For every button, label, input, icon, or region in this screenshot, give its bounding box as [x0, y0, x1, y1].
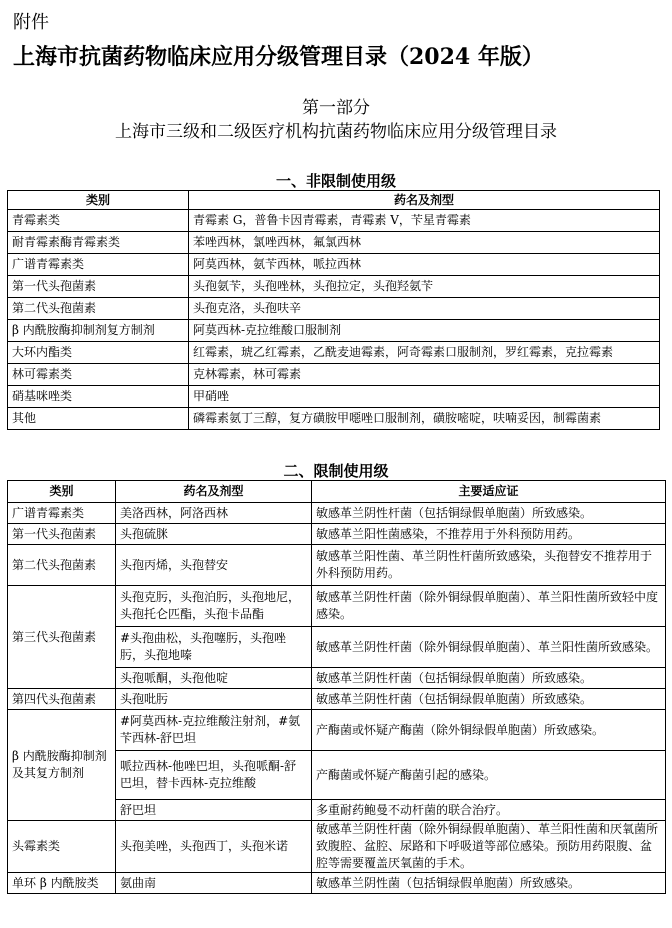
- category-cell: β 内酰胺酶抑制剂复方制剂: [8, 320, 189, 342]
- category-cell: 第二代头孢菌素: [8, 298, 189, 320]
- drug-cell: #阿莫西林-克拉维酸注射剂，#氨苄西林-舒巴坦: [116, 710, 312, 751]
- drug-cell: 甲硝唑: [189, 386, 660, 408]
- table-row: [8, 364, 660, 386]
- table-row: [8, 386, 660, 408]
- category-cell: 第一代头孢菌素: [8, 524, 116, 545]
- category-cell: 硝基咪唑类: [8, 386, 189, 408]
- table-row: [8, 503, 666, 524]
- drug-cell: 氨曲南: [116, 873, 312, 894]
- column-header: 药名及剂型: [116, 481, 312, 503]
- table-row: [8, 710, 666, 751]
- indication-cell: 敏感革兰阴性杆菌（包括铜绿假单胞菌）所致感染。: [312, 668, 666, 689]
- part-subtitle: 上海市三级和二级医疗机构抗菌药物临床应用分级管理目录: [115, 122, 557, 142]
- indication-cell: 敏感革兰阳性菌、革兰阴性杆菌所致感染，头孢替安不推荐用于外科预防用药。: [312, 545, 666, 586]
- indication-cell: 敏感革兰阳性菌感染，不推荐用于外科预防用药。: [312, 524, 666, 545]
- drug-cell: 头孢哌酮，头孢他啶: [116, 668, 312, 689]
- column-header: 类别: [8, 481, 116, 503]
- drug-cell: 头孢硫脒: [116, 524, 312, 545]
- table-row: [8, 254, 660, 276]
- drug-cell: 头孢氨苄，头孢唑林，头孢拉定，头孢羟氨苄: [189, 276, 660, 298]
- non-restricted-table: [7, 190, 660, 430]
- drug-cell: 青霉素 G，普鲁卡因青霉素，青霉素 V，苄星青霉素: [189, 210, 660, 232]
- indication-cell: 产酶菌或怀疑产酶菌引起的感染。: [312, 751, 666, 800]
- document-title: 上海市抗菌药物临床应用分级管理目录（2024 年版）: [13, 44, 544, 70]
- category-cell: 头霉素类: [8, 821, 116, 873]
- table-row: [8, 320, 660, 342]
- table-header-row: [8, 481, 666, 503]
- table-header-row: [8, 191, 660, 210]
- category-cell: 林可霉素类: [8, 364, 189, 386]
- table-row: [8, 276, 660, 298]
- table-row: [8, 298, 660, 320]
- indication-cell: 敏感革兰阴性杆菌（包括铜绿假单胞菌）所致感染。: [312, 689, 666, 710]
- table-row: [8, 545, 666, 586]
- drug-cell: 美洛西林，阿洛西林: [116, 503, 312, 524]
- annex-label: 附件: [13, 12, 49, 33]
- category-cell: 其他: [8, 408, 189, 430]
- drug-cell: 哌拉西林-他唑巴坦，头孢哌酮-舒巴坦，替卡西林-克拉维酸: [116, 751, 312, 800]
- drug-cell: 头孢克肟，头孢泊肟，头孢地尼，头孢托仑匹酯，头孢卡品酯: [116, 586, 312, 627]
- category-cell: 第二代头孢菌素: [8, 545, 116, 586]
- indication-cell: 敏感革兰阴性杆菌（除外铜绿假单胞菌）、革兰阳性菌所致轻中度感染。: [312, 586, 666, 627]
- column-header: 类别: [8, 191, 189, 210]
- category-cell: 第三代头孢菌素: [8, 586, 116, 689]
- category-cell: 单环 β 内酰胺类: [8, 873, 116, 894]
- category-cell: 大环内酯类: [8, 342, 189, 364]
- category-cell: 第四代头孢菌素: [8, 689, 116, 710]
- indication-cell: 敏感革兰阴性杆菌（除外铜绿假单胞菌）、革兰阳性菌和厌氧菌所致腹腔、盆腔、尿路和下呼吸道等部位感染。预防用药限腹、盆腔等需要覆盖厌氧菌的手术。: [312, 821, 666, 873]
- section1-title: 一、非限制使用级: [275, 172, 396, 190]
- indication-cell: 敏感革兰阴性菌（包括铜绿假单胞菌）所致感染。: [312, 873, 666, 894]
- restricted-table: [7, 480, 666, 894]
- column-header: 药名及剂型: [189, 191, 660, 210]
- table-row: [8, 586, 666, 627]
- drug-cell: 头孢美唑，头孢西丁，头孢米诺: [116, 821, 312, 873]
- indication-cell: 敏感革兰阴性杆菌（包括铜绿假单胞菌）所致感染。: [312, 503, 666, 524]
- table-row: [8, 342, 660, 364]
- table-row: [8, 873, 666, 894]
- indication-cell: 敏感革兰阴性杆菌（除外铜绿假单胞菌）、革兰阳性菌所致感染。: [312, 627, 666, 668]
- table-row: [8, 232, 660, 254]
- drug-cell: 头孢丙烯，头孢替安: [116, 545, 312, 586]
- drug-cell: #头孢曲松，头孢噻肟，头孢唑肟，头孢地嗪: [116, 627, 312, 668]
- part-label: 第一部分: [302, 98, 370, 118]
- section2-title: 二、限制使用级: [283, 462, 389, 480]
- table-row: [8, 408, 660, 430]
- drug-cell: 舒巴坦: [116, 800, 312, 821]
- indication-cell: 多重耐药鲍曼不动杆菌的联合治疗。: [312, 800, 666, 821]
- category-cell: 广谱青霉素类: [8, 503, 116, 524]
- drug-cell: 克林霉素，林可霉素: [189, 364, 660, 386]
- part-heading: [0, 96, 672, 144]
- category-cell: β 内酰胺酶抑制剂及其复方制剂: [8, 710, 116, 821]
- table-row: [8, 689, 666, 710]
- category-cell: 广谱青霉素类: [8, 254, 189, 276]
- drug-cell: 头孢克洛，头孢呋辛: [189, 298, 660, 320]
- drug-cell: 阿莫西林-克拉维酸口服制剂: [189, 320, 660, 342]
- table-row: [8, 210, 660, 232]
- drug-cell: 磷霉素氨丁三醇，复方磺胺甲噁唑口服制剂，磺胺嘧啶，呋喃妥因，制霉菌素: [189, 408, 660, 430]
- drug-cell: 头孢吡肟: [116, 689, 312, 710]
- table-row: [8, 524, 666, 545]
- category-cell: 耐青霉素酶青霉素类: [8, 232, 189, 254]
- category-cell: 第一代头孢菌素: [8, 276, 189, 298]
- drug-cell: 苯唑西林，氯唑西林，氟氯西林: [189, 232, 660, 254]
- column-header: 主要适应证: [312, 481, 666, 503]
- drug-cell: 红霉素，琥乙红霉素，乙酰麦迪霉素，阿奇霉素口服制剂，罗红霉素，克拉霉素: [189, 342, 660, 364]
- category-cell: 青霉素类: [8, 210, 189, 232]
- indication-cell: 产酶菌或怀疑产酶菌（除外铜绿假单胞菌）所致感染。: [312, 710, 666, 751]
- drug-cell: 阿莫西林，氨苄西林，哌拉西林: [189, 254, 660, 276]
- table-row: [8, 821, 666, 873]
